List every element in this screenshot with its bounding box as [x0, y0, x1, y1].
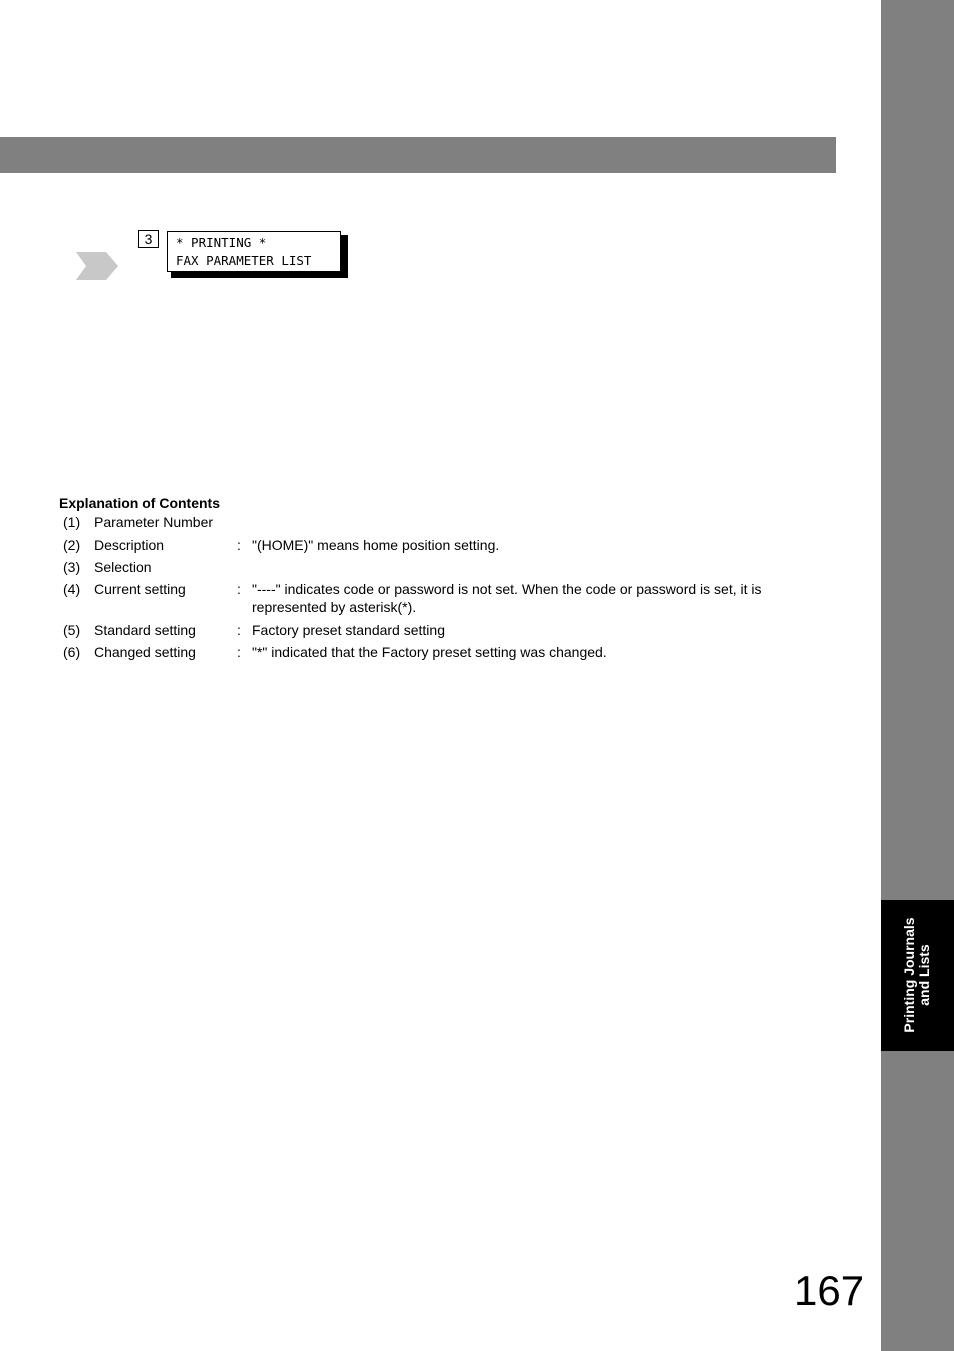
item-label: Current setting — [94, 581, 186, 597]
item-label: Selection — [94, 559, 152, 575]
side-tab-label — [902, 917, 932, 1032]
display-line-2: FAX PARAMETER LIST — [176, 253, 312, 268]
side-tab-label-line2: and Lists — [916, 944, 932, 1006]
display-line-1: * PRINTING * — [176, 235, 267, 250]
lcd-display — [167, 231, 341, 272]
header-band — [0, 137, 836, 173]
item-colon: : — [237, 622, 241, 638]
item-number: (4) — [63, 581, 81, 597]
page-number: 167 — [794, 1267, 865, 1314]
item-description: "(HOME)" means home position setting. — [252, 537, 500, 553]
step-number: 3 — [138, 230, 159, 248]
item-colon: : — [237, 644, 241, 660]
item-description: "*" indicated that the Factory preset setting was changed. — [252, 644, 607, 660]
item-number: (2) — [63, 537, 81, 553]
step-arrow-icon — [76, 252, 118, 280]
item-number: (1) — [63, 514, 81, 530]
item-label: Changed setting — [94, 644, 196, 660]
item-description: "----" indicates code or password is not set. When the code or password is set, it is represented by asterisk(*). — [252, 581, 762, 615]
item-colon: : — [237, 581, 241, 597]
side-tab-strip — [881, 0, 954, 1351]
item-colon: : — [237, 537, 241, 553]
item-description: Factory preset standard setting — [252, 622, 445, 638]
item-number: (3) — [63, 559, 81, 575]
item-number: (5) — [63, 622, 81, 638]
item-label: Description — [94, 537, 165, 553]
item-label: Standard setting — [94, 622, 196, 638]
item-number: (6) — [63, 644, 81, 660]
side-tab-label-line1: Printing Journals — [901, 917, 917, 1033]
item-label: Parameter Number — [94, 514, 214, 530]
explanation-heading: Explanation of Contents — [59, 495, 220, 511]
